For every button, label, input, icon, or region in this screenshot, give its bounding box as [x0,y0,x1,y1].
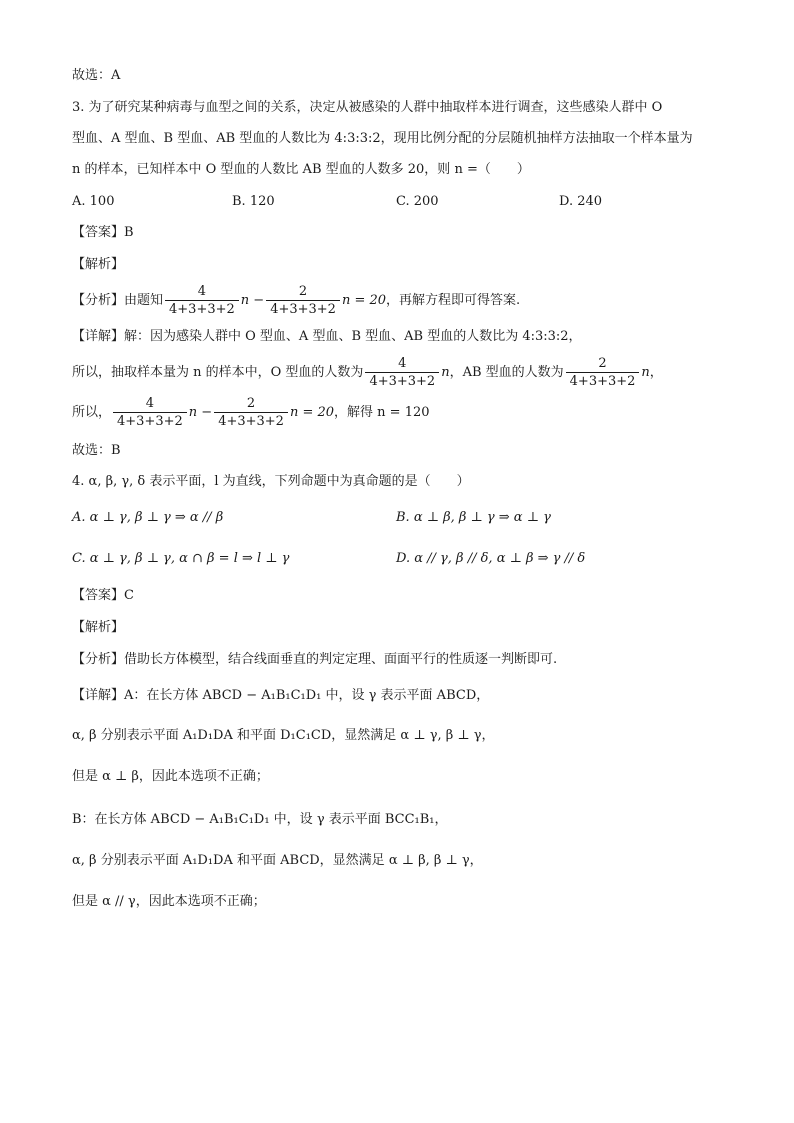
q3-detail: 【详解】解：因为感染人群中 O 型血、A 型血、B 型血、AB 型血的人数比为 4:3:3:2， [72,329,582,344]
previous-answer-end: 故选：A [72,68,121,83]
q3-stem-line3: n 的样本，已知样本中 O 型血的人数比 AB 型血的人数多 20，则 n =（ ） [72,162,530,177]
q4-stem: 4. α, β, γ, δ 表示平面，l 为直线，下列命题中为真命题的是（ ） [72,474,470,489]
q3-option-d: D. 240 [559,194,603,209]
comma: ， [649,365,663,380]
fraction-two: $\frac{2}{4+3+3+2}$ [214,396,288,429]
fraction-four: $\frac{4}{4+3+3+2}$ [165,284,239,317]
q3-analysis-heading: 【解析】 [72,257,125,272]
q4-option-d: D. α // γ, β // δ, α ⊥ β ⇒ γ // δ [396,551,586,566]
q4-answer: 【答案】C [72,588,134,603]
q4-option-c: C. α ⊥ γ, β ⊥ γ, α ∩ β = l ⇒ l ⊥ γ [72,551,290,566]
so-line1-mid: ，AB 型血的人数为 [449,365,564,380]
q3-fenxi [72,282,734,320]
eq-n-20: n = 20 [341,293,387,308]
q3-so-line1 [72,354,734,392]
var-n: n [441,365,450,380]
minus-n: n − [188,405,213,420]
minus-n: n − [240,293,265,308]
q4-detail-a3: 但是 α ⊥ β，因此本选项不正确； [72,769,269,784]
eq-n-20: n = 20 [289,405,335,420]
so-line2-suffix: ，解得 n = 120 [334,405,430,420]
fraction-two: $\frac{2}{4+3+3+2}$ [266,284,340,317]
q3-option-a: A. 100 [72,194,115,209]
so-line1-prefix: 所以，抽取样本量为 n 的样本中，O 型血的人数为 [72,365,364,380]
q4-detail-b2: α, β 分别表示平面 A₁D₁DA 和平面 ABCD，显然满足 α ⊥ β, β ⊥ γ， [72,853,483,868]
q3-conclusion: 故选：B [72,443,121,458]
q4-detail-a2: α, β 分别表示平面 A₁D₁DA 和平面 D₁C₁CD，显然满足 α ⊥ γ, β ⊥ γ， [72,728,495,743]
q3-so-line2 [72,394,734,432]
q4-fenxi: 【分析】借助长方体模型，结合线面垂直的判定定理、面面平行的性质逐一判断即可. [72,652,558,667]
q3-fenxi-suffix: ，再解方程即可得答案. [386,293,521,308]
fraction-two: $\frac{2}{4+3+3+2}$ [566,356,640,389]
var-n: n [641,365,650,380]
fraction-four: $\frac{4}{4+3+3+2}$ [365,356,439,389]
so-line2-prefix: 所以， [72,405,112,420]
q4-option-a: A. α ⊥ γ, β ⊥ γ ⇒ α // β [72,510,224,525]
q4-detail-a1: 【详解】A：在长方体 ABCD − A₁B₁C₁D₁ 中，设 γ 表示平面 ABCD， [72,688,490,703]
q3-stem-line2: 型血、A 型血、B 型血、AB 型血的人数比为 4:3:3:2，现用比例分配的分层随机抽样方法抽取一个样本量为 [72,131,693,146]
q4-detail-b1: B：在长方体 ABCD − A₁B₁C₁D₁ 中，设 γ 表示平面 BCC₁B₁， [72,812,448,827]
q3-option-c: C. 200 [396,194,439,209]
q4-detail-b3: 但是 α // γ，因此本选项不正确； [72,894,266,909]
fraction-four: $\frac{4}{4+3+3+2}$ [113,396,187,429]
q4-analysis-heading: 【解析】 [72,620,125,635]
q3-option-b: B. 120 [232,194,275,209]
q3-fenxi-prefix: 【分析】由题知 [72,293,164,308]
q3-answer: 【答案】B [72,225,134,240]
q4-option-b: B. α ⊥ β, β ⊥ γ ⇒ α ⊥ γ [396,510,551,525]
q3-stem-line1: 3. 为了研究某种病毒与血型之间的关系，决定从被感染的人群中抽取样本进行调查，这些感染人群中 O [72,100,663,115]
